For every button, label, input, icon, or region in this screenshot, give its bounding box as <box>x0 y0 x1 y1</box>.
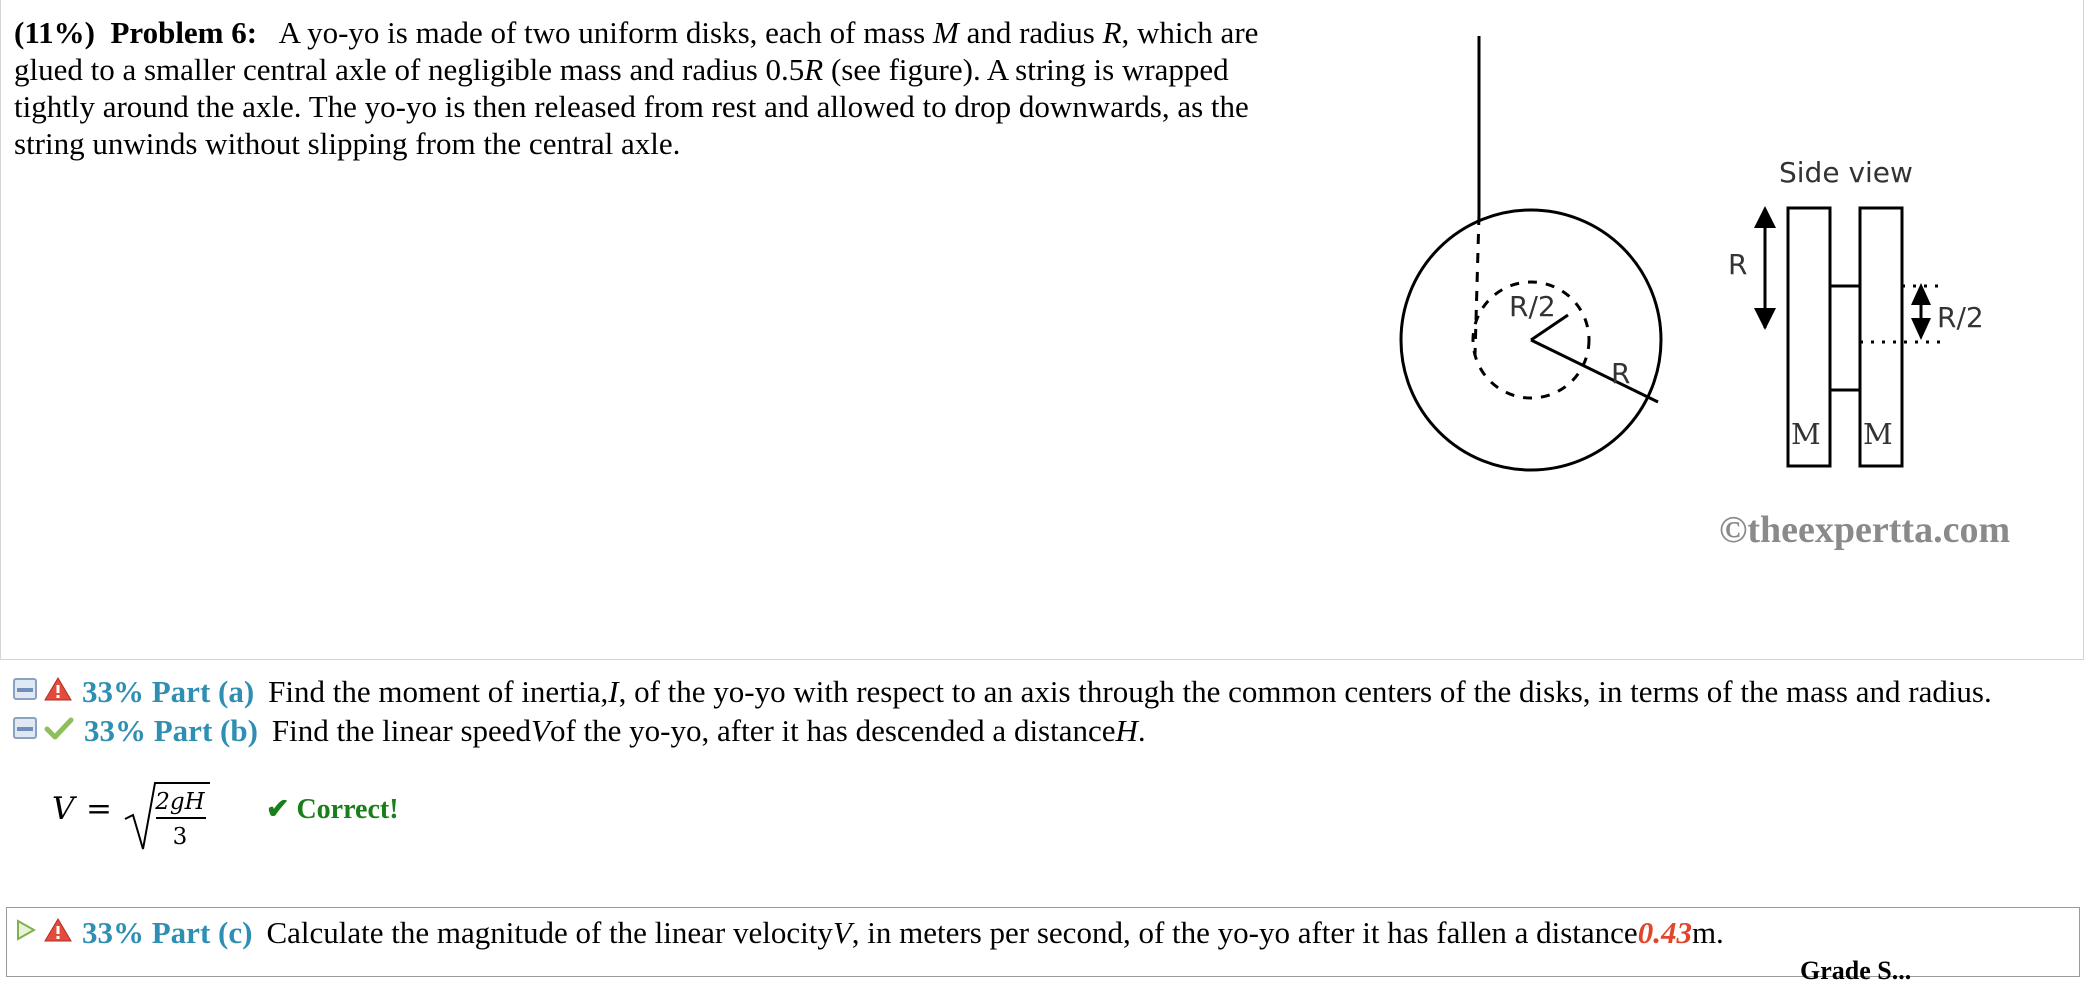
yoyo-figure <box>1381 20 2071 560</box>
expand-play-icon[interactable] <box>12 915 38 951</box>
problem-label: Problem 6: <box>110 15 258 50</box>
copyright-watermark: ©theexpertta.com <box>1719 509 2011 551</box>
r2-arrow-head-bottom <box>1911 318 1931 340</box>
part-b-percent[interactable]: 33% Part (b) <box>84 713 258 748</box>
label-r2-front: R/2 <box>1509 290 1556 323</box>
problem-statement: (11%) Problem 6: A yo-yo is made of two uniform disks, each of mass M and radius R, which are glued to a smaller central axle of negligible mass and radius 0.5R (see figure). A string is wrapped tightly around the axle. The yo-yo is then released from rest and allowed to drop downwards, as the string unwinds without slipping from the central axle. <box>14 15 1259 161</box>
answer-denominator: 3 <box>172 824 188 850</box>
grade-summary-label: Grade S... <box>1800 956 1912 985</box>
distance-value: 0.43 <box>1637 915 1692 950</box>
r-arrow-head-top <box>1754 206 1776 228</box>
answer-equals: = <box>86 791 112 827</box>
label-m-left: M <box>1791 417 1821 451</box>
part-a-row[interactable]: 33% Part (a) Find the moment of inertia, I , of the yo-yo with respect to an axis through the common centers of the disks, in terms of the mass and radius. <box>12 672 1992 712</box>
warning-icon <box>44 915 72 951</box>
label-r-front: R <box>1611 357 1631 390</box>
part-b-answer <box>52 775 232 855</box>
label-r2-side: R/2 <box>1937 301 1984 334</box>
disk-radius-line <box>1531 340 1658 402</box>
yoyo-diagram <box>1381 20 2071 560</box>
problem-weight: (11%) <box>14 15 95 50</box>
warning-icon <box>44 674 72 710</box>
part-a-percent[interactable]: 33% Part (a) <box>82 674 255 709</box>
r-arrow-head-bottom <box>1754 308 1776 330</box>
label-m-right: M <box>1863 417 1893 451</box>
correct-feedback: ✔ Correct! <box>266 794 399 825</box>
answer-lhs: V <box>52 791 75 827</box>
part-c-percent[interactable]: 33% Part (c) <box>82 915 253 950</box>
label-r-side: R <box>1728 248 1748 281</box>
string-dashed <box>1475 215 1479 355</box>
collapse-icon[interactable] <box>12 713 38 749</box>
answer-numerator: 2gH <box>155 789 205 815</box>
part-c-row[interactable]: 33% Part (c) Calculate the magnitude of the linear velocity V , in meters per second, of the yo-yo after it has fallen a distance 0.43 m. <box>12 913 1724 953</box>
part-b-row[interactable]: 33% Part (b) Find the linear speed V of the yo-yo, after it has descended a distance H . <box>12 711 1146 751</box>
side-view-label: Side view <box>1779 156 1913 189</box>
checkmark-icon <box>44 713 74 749</box>
collapse-icon[interactable] <box>12 674 38 710</box>
answer-formula <box>52 775 232 855</box>
